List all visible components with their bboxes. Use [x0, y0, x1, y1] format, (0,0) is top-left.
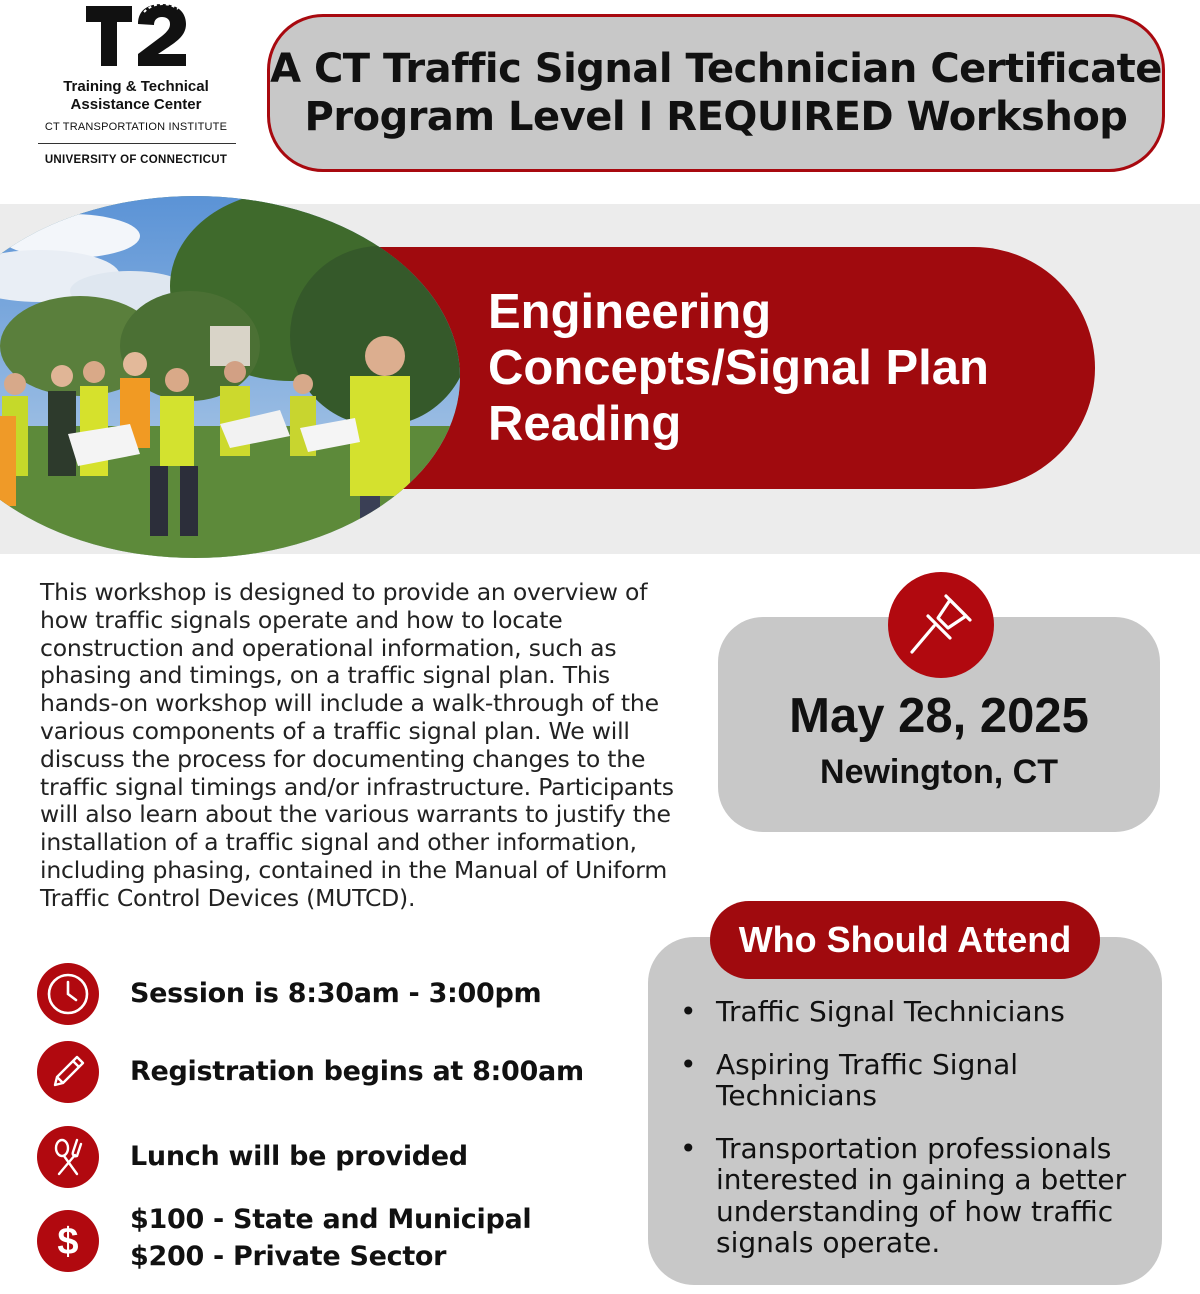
attend-heading: Who Should Attend: [710, 901, 1100, 979]
attend-item: • Aspiring Traffic Signal Technicians: [680, 1049, 1140, 1112]
t2-logo: [20, 0, 252, 180]
course-title-line-2: Concepts/Signal Plan: [488, 341, 989, 395]
dollar-icon: [37, 1210, 99, 1272]
attend-list: [680, 996, 1140, 1280]
workshop-description: This workshop is designed to provide an overview of how traffic signals operate and how to locate construction and operational information, such as phasing and timings, on a traffic signal plan. This hands-on workshop will include a walk-through of the various components of a traffic signal plan. We will discuss the process for documenting changes to the traffic signal timings and/or infrastructure. Participants will also learn about the various warrants to justify the installation of a traffic signal and other information, including phasing, contained in the Manual of Uniform Traffic Control Devices (MUTCD).: [40, 578, 674, 912]
attend-item: • Transportation professionals interested in gaining a better understanding of how traffic signals operate.: [680, 1133, 1140, 1259]
course-title: [488, 284, 1068, 452]
svg-text:$: $: [57, 1221, 79, 1263]
clock-icon: [37, 963, 99, 1025]
attend-item: • Traffic Signal Technicians: [680, 996, 1140, 1028]
utensils-icon: [37, 1126, 99, 1188]
logo-line-2: Assistance Center: [70, 96, 202, 113]
event-date: May 28, 2025: [789, 689, 1089, 743]
lunch-note: Lunch will be provided: [130, 1141, 468, 1172]
event-location: Newington, CT: [820, 753, 1058, 791]
t2-logo-mark: [80, 0, 190, 70]
session-time: Session is 8:30am - 3:00pm: [130, 978, 542, 1009]
logo-line-1: Training & Technical: [63, 78, 209, 95]
pushpin-icon: [888, 572, 994, 678]
course-title-line-1: Engineering: [488, 285, 772, 339]
logo-divider: [38, 143, 236, 144]
workshop-title-line-1: A CT Traffic Signal Technician Certificate: [270, 46, 1162, 92]
pencil-icon: [37, 1041, 99, 1103]
logo-institute: CT TRANSPORTATION INSTITUTE: [44, 121, 228, 133]
registration-time: Registration begins at 8:00am: [130, 1056, 584, 1087]
workshop-title-line-2: Program Level I REQUIRED Workshop: [304, 94, 1128, 140]
logo-university: UNIVERSITY OF CONNECTICUT: [44, 154, 228, 166]
price-private: $200 - Private Sector: [130, 1241, 447, 1272]
workshop-title-box: [267, 14, 1165, 172]
course-title-line-3: Reading: [488, 397, 682, 451]
price-state: $100 - State and Municipal: [130, 1204, 532, 1235]
